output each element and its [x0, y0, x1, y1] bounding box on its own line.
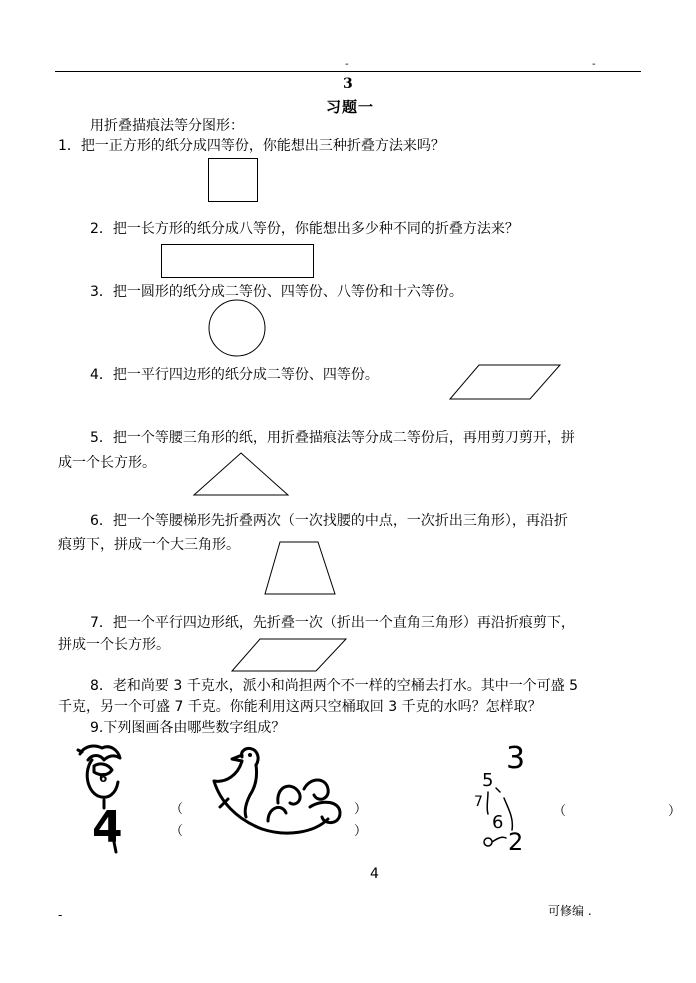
rectangle-figure: [161, 244, 314, 279]
bird-paren-left-top: （: [170, 802, 184, 817]
problem-9: 9.下列图画各由哪些数字组成？: [90, 720, 286, 736]
rabbit-paren-left: （: [553, 804, 567, 819]
rabbit-body-digit: 6: [492, 812, 504, 833]
circle-figure: [208, 299, 266, 357]
parallelogram-figure: [449, 364, 561, 400]
bird-eye: [248, 753, 252, 757]
rabbit-ear-digit: 3: [506, 741, 526, 776]
problem-5-line2: 成一个长方形。: [58, 455, 156, 471]
problem-7-line1: 7．把一个平行四边形纸，先折叠一次（折出一个直角三角形）再沿折痕剪下，: [90, 615, 575, 631]
rabbit-drawing: [474, 738, 544, 856]
problem-8-line2: 千克，另一个可盛 7 千克。你能利用这两只空桶取回 3 千克的水吗？怎样取？: [58, 699, 542, 715]
problem-7-line2: 拼成一个长方形。: [58, 637, 170, 653]
boy-leg-digit: 4: [92, 802, 123, 853]
page-number-top: 3: [343, 76, 353, 92]
intro-text: 用折叠描痕法等分图形：: [90, 118, 244, 134]
footer-left: -: [58, 908, 63, 922]
header-rule: [55, 71, 641, 72]
problem-4: 4．把一平行四边形的纸分成二等份、四等份。: [90, 367, 379, 383]
isosceles-triangle-figure: [193, 452, 289, 496]
square-figure: [208, 158, 258, 202]
boy-eye-digit: 6: [99, 771, 108, 785]
bird-paren-right-top: ）: [354, 802, 368, 817]
problem-8-line1: 8．老和尚要 3 千克水，派小和尚担两个不一样的空桶去打水。其中一个可盛 5: [90, 678, 579, 694]
page-number-bottom: 4: [370, 866, 379, 882]
rabbit-paren-right: ）: [668, 804, 682, 819]
problem-3: 3．把一圆形的纸分成二等份、四等份、八等份和十六等份。: [90, 284, 463, 300]
bird-paren-right-bottom: ）: [354, 824, 368, 839]
problem-6-line1: 6．把一个等腰梯形先折叠两次（一次找腰的中点，一次折出三角形），再沿折: [90, 513, 568, 529]
rabbit-face-digit: 5: [482, 770, 494, 791]
bird-paren-left-bottom: （: [170, 824, 184, 839]
boy-drawing: [74, 742, 144, 854]
footer-right: 可修编 .: [548, 904, 592, 918]
problem-2: 2．把一长方形的纸分成八等份，你能想出多少种不同的折叠方法来？: [90, 221, 519, 237]
problem-6-line2: 痕剪下，拼成一个大三角形。: [58, 537, 240, 553]
bird-drawing: [206, 745, 354, 845]
trapezoid-figure: [264, 541, 336, 595]
rabbit-tail-digit: 2: [508, 828, 524, 856]
problem-5-line1: 5．把一个等腰三角形的纸，用折叠描痕法等分成二等份后，再用剪刀剪开，拼: [90, 430, 575, 446]
header-dash-right: -: [592, 59, 596, 70]
problem-1: 1．把一正方形的纸分成四等份，你能想出三种折叠方法来吗？: [58, 138, 445, 154]
rabbit-paws-digit: 7: [474, 794, 483, 810]
parallelogram-figure-2: [231, 638, 347, 672]
header-dash-left: -: [345, 59, 349, 70]
page-title: 习题一: [326, 98, 375, 116]
